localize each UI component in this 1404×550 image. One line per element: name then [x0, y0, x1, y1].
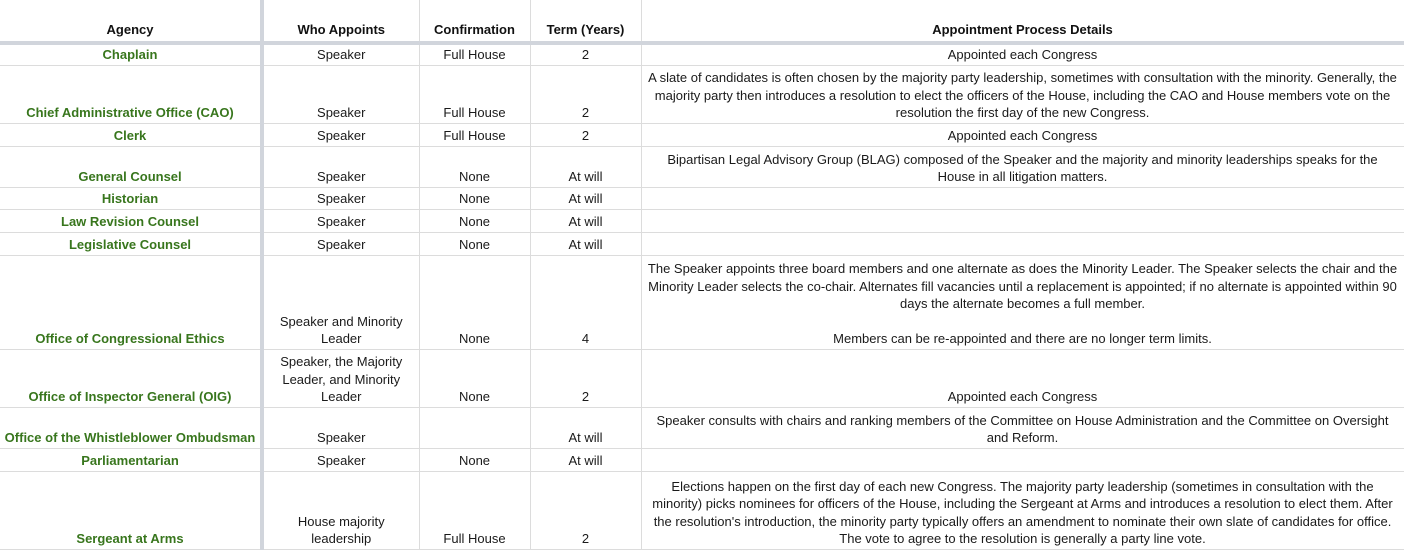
who-appoints-cell[interactable]: Speaker, the Majority Leader, and Minority Leader — [262, 349, 419, 407]
agency-cell[interactable]: Office of Congressional Ethics — [0, 255, 262, 349]
table-row — [0, 349, 1404, 407]
confirmation-cell[interactable]: None — [419, 187, 530, 209]
details-cell[interactable]: Appointed each Congress — [641, 43, 1404, 65]
confirmation-cell[interactable]: Full House — [419, 123, 530, 146]
table-row — [0, 43, 1404, 65]
agency-cell[interactable]: Sergeant at Arms — [0, 471, 262, 549]
confirmation-cell[interactable]: None — [419, 448, 530, 471]
details-cell[interactable] — [641, 209, 1404, 232]
confirmation-cell[interactable]: Full House — [419, 65, 530, 123]
agency-cell[interactable]: Chief Administrative Office (CAO) — [0, 65, 262, 123]
confirmation-cell[interactable] — [419, 407, 530, 448]
header-agency[interactable]: Agency — [0, 0, 262, 43]
details-cell[interactable]: Appointed each Congress — [641, 123, 1404, 146]
table-row — [0, 146, 1404, 187]
term-cell[interactable]: 2 — [530, 123, 641, 146]
header-confirmation[interactable]: Confirmation — [419, 0, 530, 43]
details-cell[interactable]: Bipartisan Legal Advisory Group (BLAG) composed of the Speaker and the majority and minority leaderships speaks for the House in all litigation matters. — [641, 146, 1404, 187]
who-appoints-cell[interactable]: Speaker — [262, 407, 419, 448]
who-appoints-cell[interactable]: Speaker — [262, 232, 419, 255]
details-paragraph: Members can be re-appointed and there are no longer term limits. — [833, 331, 1212, 346]
agency-cell[interactable]: Law Revision Counsel — [0, 209, 262, 232]
term-cell[interactable]: 2 — [530, 43, 641, 65]
table-row — [0, 187, 1404, 209]
who-appoints-cell[interactable]: Speaker — [262, 209, 419, 232]
table-row — [0, 471, 1404, 549]
table-row — [0, 123, 1404, 146]
term-cell[interactable]: At will — [530, 187, 641, 209]
details-cell[interactable]: Speaker consults with chairs and ranking members of the Committee on House Administration and the Committee on Oversight and Reform. — [641, 407, 1404, 448]
agency-cell[interactable]: Chaplain — [0, 43, 262, 65]
term-cell[interactable]: At will — [530, 209, 641, 232]
agency-cell[interactable]: Parliamentarian — [0, 448, 262, 471]
term-cell[interactable]: At will — [530, 146, 641, 187]
table-row — [0, 255, 1404, 349]
details-cell[interactable] — [641, 448, 1404, 471]
term-cell[interactable]: At will — [530, 232, 641, 255]
confirmation-cell[interactable]: None — [419, 349, 530, 407]
who-appoints-cell[interactable]: Speaker — [262, 43, 419, 65]
who-appoints-cell[interactable]: Speaker — [262, 65, 419, 123]
confirmation-cell[interactable]: None — [419, 146, 530, 187]
term-cell[interactable]: 2 — [530, 65, 641, 123]
confirmation-cell[interactable]: None — [419, 232, 530, 255]
agency-cell[interactable]: Legislative Counsel — [0, 232, 262, 255]
term-cell[interactable]: 2 — [530, 349, 641, 407]
agency-cell[interactable]: Clerk — [0, 123, 262, 146]
who-appoints-cell[interactable]: Speaker and Minority Leader — [262, 255, 419, 349]
agency-cell[interactable]: Office of the Whistleblower Ombudsman — [0, 407, 262, 448]
table-row — [0, 232, 1404, 255]
confirmation-cell[interactable]: Full House — [419, 471, 530, 549]
agency-cell[interactable]: Historian — [0, 187, 262, 209]
header-who-appoints[interactable]: Who Appoints — [262, 0, 419, 43]
who-appoints-cell[interactable]: Speaker — [262, 187, 419, 209]
who-appoints-cell[interactable]: Speaker — [262, 146, 419, 187]
table-row — [0, 65, 1404, 123]
term-cell[interactable]: 4 — [530, 255, 641, 349]
who-appoints-cell[interactable]: Speaker — [262, 123, 419, 146]
table-row — [0, 407, 1404, 448]
details-cell[interactable] — [641, 187, 1404, 209]
confirmation-cell[interactable]: None — [419, 255, 530, 349]
table-row — [0, 448, 1404, 471]
agency-cell[interactable]: Office of Inspector General (OIG) — [0, 349, 262, 407]
details-cell[interactable] — [641, 255, 1404, 349]
header-row — [0, 0, 1404, 43]
term-cell[interactable]: At will — [530, 407, 641, 448]
confirmation-cell[interactable]: Full House — [419, 43, 530, 65]
header-term[interactable]: Term (Years) — [530, 0, 641, 43]
details-cell[interactable] — [641, 232, 1404, 255]
details-cell[interactable]: A slate of candidates is often chosen by the majority party leadership, sometimes with consultation with the minority. Generally, the majority party then introduces a resolution to elect the officers of the House, including the CAO and House members vote on the resolution the first day of the new Congress. — [641, 65, 1404, 123]
table-row — [0, 209, 1404, 232]
agency-cell[interactable]: General Counsel — [0, 146, 262, 187]
details-cell[interactable]: Elections happen on the first day of each new Congress. The majority party leadership (sometimes in consultation with the minority) picks nominees for officers of the House, including the Sergeant at Arms and introduces a resolution to elect them. After the resolution's introduction, the minority party typically offers an amendment to nominate their own slate of candidates for office. The vote to agree to the resolution is generally a party line vote. — [641, 471, 1404, 549]
who-appoints-cell[interactable]: Speaker — [262, 448, 419, 471]
details-cell[interactable]: Appointed each Congress — [641, 349, 1404, 407]
header-details[interactable]: Appointment Process Details — [641, 0, 1404, 43]
confirmation-cell[interactable]: None — [419, 209, 530, 232]
term-cell[interactable]: At will — [530, 448, 641, 471]
term-cell[interactable]: 2 — [530, 471, 641, 549]
details-paragraph: The Speaker appoints three board members and one alternate as does the Minority Leader. The Speaker selects the chair and the Minority Leader selects the co-chair. Alternates fill vacancies until a replacement is appointed; if no alternate is appointed within 90 days the alternate becomes a full member. — [647, 261, 1398, 311]
who-appoints-cell[interactable]: House majority leadership — [262, 471, 419, 549]
